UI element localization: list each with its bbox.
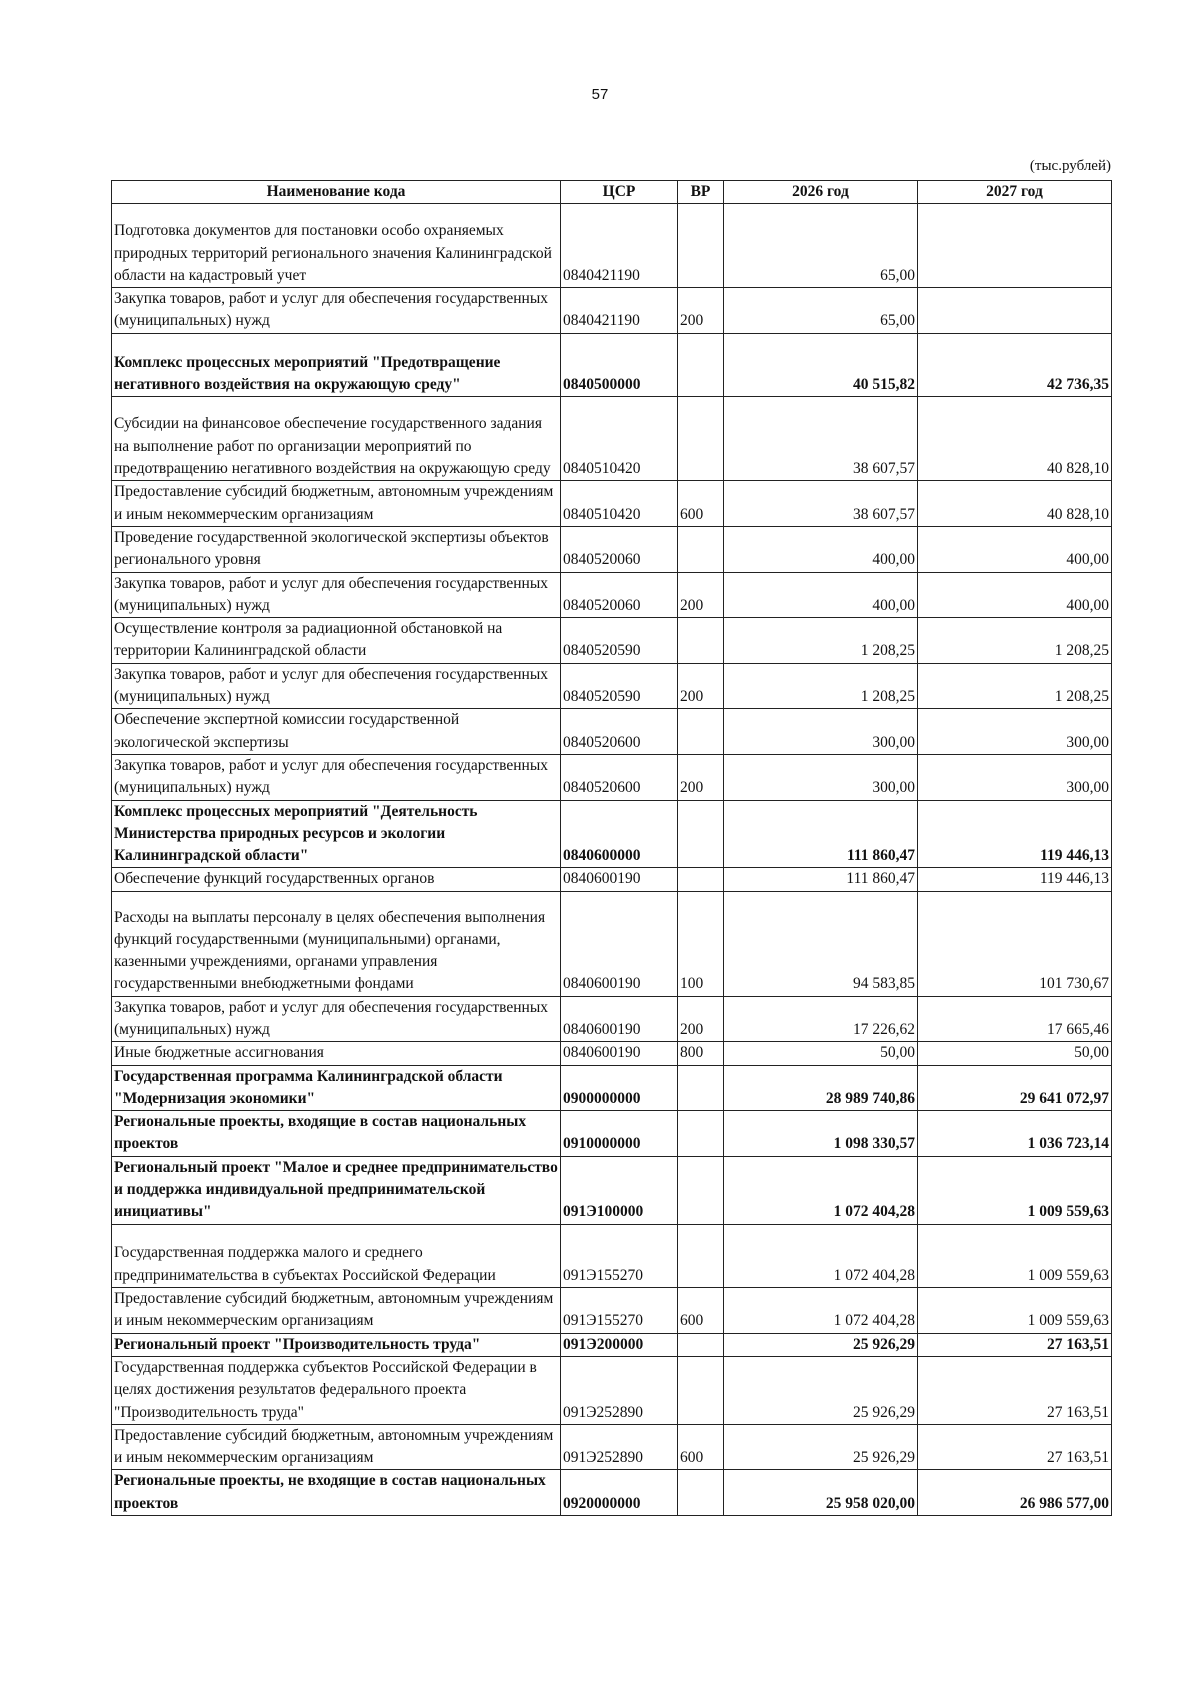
row-vr-cell	[678, 1333, 724, 1356]
row-name-cell: Государственная поддержка малого и среднего предпринимательства в субъектах Российской Федерации	[112, 1224, 561, 1287]
row-2027-cell: 101 730,67	[918, 891, 1112, 996]
row-2027-cell	[918, 288, 1112, 334]
row-csr-cell: 091Э252890	[561, 1356, 678, 1424]
row-csr-cell: 0840600000	[561, 800, 678, 868]
header-2026: 2026 год	[724, 181, 918, 204]
row-2027-cell: 27 163,51	[918, 1356, 1112, 1424]
row-name-cell: Закупка товаров, работ и услуг для обеспечения государственных (муниципальных) нужд	[112, 572, 561, 618]
row-csr-cell: 0840421190	[561, 204, 678, 288]
row-name-cell: Региональные проекты, входящие в состав национальных проектов	[112, 1111, 561, 1157]
row-name-cell: Государственная программа Калининградской области "Модернизация экономики"	[112, 1065, 561, 1111]
row-2027-cell: 1 009 559,63	[918, 1288, 1112, 1334]
row-name-cell: Предоставление субсидий бюджетным, автономным учреждениям и иным некоммерческим организациям	[112, 1288, 561, 1334]
row-2026-cell: 1 072 404,28	[724, 1224, 918, 1287]
row-vr-cell: 600	[678, 1288, 724, 1334]
table-row	[112, 1356, 1112, 1424]
row-csr-cell: 0900000000	[561, 1065, 678, 1111]
row-vr-cell: 200	[678, 663, 724, 709]
row-csr-cell: 091Э155270	[561, 1224, 678, 1287]
row-2027-cell: 1 036 723,14	[918, 1111, 1112, 1157]
row-2027-cell: 300,00	[918, 754, 1112, 800]
row-2026-cell: 300,00	[724, 709, 918, 755]
row-vr-cell	[678, 1224, 724, 1287]
row-vr-cell: 600	[678, 1424, 724, 1470]
row-csr-cell: 0840510420	[561, 397, 678, 481]
row-name-cell: Осуществление контроля за радиационной обстановкой на территории Калининградской области	[112, 618, 561, 664]
row-csr-cell: 0840421190	[561, 288, 678, 334]
row-csr-cell: 0840600190	[561, 1042, 678, 1065]
row-2026-cell: 50,00	[724, 1042, 918, 1065]
row-name-cell: Закупка товаров, работ и услуг для обеспечения государственных (муниципальных) нужд	[112, 288, 561, 334]
row-csr-cell: 091Э100000	[561, 1156, 678, 1224]
row-2027-cell	[918, 204, 1112, 288]
row-name-cell: Региональный проект "Малое и среднее предпринимательство и поддержка индивидуальной предпринимательской инициативы"	[112, 1156, 561, 1224]
row-csr-cell: 0840520600	[561, 754, 678, 800]
table-row	[112, 709, 1112, 755]
row-name-cell: Комплекс процессных мероприятий "Предотвращение негативного воздействия на окружающую среду"	[112, 333, 561, 396]
row-vr-cell: 100	[678, 891, 724, 996]
table-row	[112, 1424, 1112, 1470]
table-row	[112, 868, 1112, 891]
row-vr-cell: 200	[678, 572, 724, 618]
row-2027-cell: 27 163,51	[918, 1424, 1112, 1470]
table-row	[112, 800, 1112, 868]
row-2026-cell: 25 958 020,00	[724, 1470, 918, 1516]
row-2026-cell: 65,00	[724, 288, 918, 334]
row-name-cell: Закупка товаров, работ и услуг для обеспечения государственных (муниципальных) нужд	[112, 754, 561, 800]
row-2026-cell: 300,00	[724, 754, 918, 800]
row-2027-cell: 17 665,46	[918, 996, 1112, 1042]
row-2027-cell: 27 163,51	[918, 1333, 1112, 1356]
row-2026-cell: 25 926,29	[724, 1424, 918, 1470]
row-vr-cell	[678, 1111, 724, 1157]
row-vr-cell: 200	[678, 288, 724, 334]
row-2026-cell: 400,00	[724, 526, 918, 572]
row-name-cell: Закупка товаров, работ и услуг для обеспечения государственных (муниципальных) нужд	[112, 996, 561, 1042]
table-row	[112, 663, 1112, 709]
row-2026-cell: 25 926,29	[724, 1356, 918, 1424]
row-name-cell: Проведение государственной экологической экспертизы объектов регионального уровня	[112, 526, 561, 572]
row-vr-cell	[678, 1065, 724, 1111]
row-2027-cell: 119 446,13	[918, 868, 1112, 891]
budget-table	[111, 180, 1112, 1516]
row-csr-cell: 0840520590	[561, 663, 678, 709]
row-name-cell: Обеспечение экспертной комиссии государственной экологической экспертизы	[112, 709, 561, 755]
row-2026-cell: 38 607,57	[724, 397, 918, 481]
row-csr-cell: 0840600190	[561, 868, 678, 891]
table-row	[112, 333, 1112, 396]
row-vr-cell: 200	[678, 754, 724, 800]
row-vr-cell	[678, 204, 724, 288]
table-row	[112, 754, 1112, 800]
row-2027-cell: 26 986 577,00	[918, 1470, 1112, 1516]
row-2027-cell: 42 736,35	[918, 333, 1112, 396]
row-csr-cell: 0840520600	[561, 709, 678, 755]
row-csr-cell: 091Э155270	[561, 1288, 678, 1334]
units-label: (тыс.рублей)	[1029, 158, 1111, 174]
row-vr-cell	[678, 709, 724, 755]
row-vr-cell	[678, 1356, 724, 1424]
header-csr: ЦСР	[561, 181, 678, 204]
table-row	[112, 397, 1112, 481]
row-csr-cell: 0920000000	[561, 1470, 678, 1516]
table-row	[112, 618, 1112, 664]
table-row	[112, 1111, 1112, 1157]
table-body	[112, 204, 1112, 1516]
row-2027-cell: 300,00	[918, 709, 1112, 755]
row-vr-cell	[678, 1470, 724, 1516]
table-row	[112, 1156, 1112, 1224]
row-2026-cell: 111 860,47	[724, 800, 918, 868]
row-2026-cell: 1 072 404,28	[724, 1156, 918, 1224]
row-2027-cell: 400,00	[918, 572, 1112, 618]
row-name-cell: Региональные проекты, не входящие в состав национальных проектов	[112, 1470, 561, 1516]
header-name: Наименование кода	[112, 181, 561, 204]
row-2026-cell: 65,00	[724, 204, 918, 288]
table-row	[112, 288, 1112, 334]
table-row	[112, 526, 1112, 572]
row-vr-cell	[678, 333, 724, 396]
row-2026-cell: 38 607,57	[724, 481, 918, 527]
row-2027-cell: 40 828,10	[918, 481, 1112, 527]
row-2027-cell: 1 009 559,63	[918, 1224, 1112, 1287]
table-row	[112, 1224, 1112, 1287]
row-2026-cell: 25 926,29	[724, 1333, 918, 1356]
row-name-cell: Закупка товаров, работ и услуг для обеспечения государственных (муниципальных) нужд	[112, 663, 561, 709]
row-name-cell: Государственная поддержка субъектов Российской Федерации в целях достижения результатов федерального проекта "Производительность труда"	[112, 1356, 561, 1424]
table-header-row	[112, 181, 1112, 204]
table-row	[112, 891, 1112, 996]
row-2026-cell: 111 860,47	[724, 868, 918, 891]
row-2027-cell: 40 828,10	[918, 397, 1112, 481]
row-2026-cell: 400,00	[724, 572, 918, 618]
row-csr-cell: 0840500000	[561, 333, 678, 396]
row-2026-cell: 94 583,85	[724, 891, 918, 996]
row-vr-cell: 200	[678, 996, 724, 1042]
row-vr-cell: 600	[678, 481, 724, 527]
table-row	[112, 996, 1112, 1042]
row-name-cell: Региональный проект "Производительность труда"	[112, 1333, 561, 1356]
row-name-cell: Субсидии на финансовое обеспечение государственного задания на выполнение работ по организации мероприятий по предотвращению негативного воздействия на окружающую среду	[112, 397, 561, 481]
row-vr-cell	[678, 397, 724, 481]
row-2026-cell: 1 208,25	[724, 618, 918, 664]
table-row	[112, 1065, 1112, 1111]
row-2026-cell: 1 208,25	[724, 663, 918, 709]
row-csr-cell: 0910000000	[561, 1111, 678, 1157]
row-csr-cell: 0840520590	[561, 618, 678, 664]
row-vr-cell	[678, 618, 724, 664]
row-2027-cell: 29 641 072,97	[918, 1065, 1112, 1111]
row-vr-cell	[678, 1156, 724, 1224]
row-2027-cell: 1 208,25	[918, 663, 1112, 709]
row-csr-cell: 091Э252890	[561, 1424, 678, 1470]
table-row	[112, 1042, 1112, 1065]
row-vr-cell: 800	[678, 1042, 724, 1065]
row-name-cell: Расходы на выплаты персоналу в целях обеспечения выполнения функций государственными (муниципальными) органами, казенными учреждениями, органами управления государственными внебюджетными фондами	[112, 891, 561, 996]
row-2027-cell: 1 009 559,63	[918, 1156, 1112, 1224]
row-csr-cell: 0840520060	[561, 526, 678, 572]
table-row	[112, 1333, 1112, 1356]
row-name-cell: Иные бюджетные ассигнования	[112, 1042, 561, 1065]
table-row	[112, 1470, 1112, 1516]
row-csr-cell: 0840600190	[561, 891, 678, 996]
table-row	[112, 1288, 1112, 1334]
row-name-cell: Комплекс процессных мероприятий "Деятельность Министерства природных ресурсов и экологии Калининградской области"	[112, 800, 561, 868]
row-csr-cell: 0840510420	[561, 481, 678, 527]
row-2026-cell: 40 515,82	[724, 333, 918, 396]
header-vr: ВР	[678, 181, 724, 204]
row-csr-cell: 0840520060	[561, 572, 678, 618]
row-2027-cell: 119 446,13	[918, 800, 1112, 868]
row-name-cell: Предоставление субсидий бюджетным, автономным учреждениям и иным некоммерческим организациям	[112, 481, 561, 527]
row-vr-cell	[678, 800, 724, 868]
row-csr-cell: 091Э200000	[561, 1333, 678, 1356]
row-name-cell: Подготовка документов для постановки особо охраняемых природных территорий регионального значения Калининградской области на кадастровый учет	[112, 204, 561, 288]
row-name-cell: Обеспечение функций государственных органов	[112, 868, 561, 891]
row-vr-cell	[678, 868, 724, 891]
row-2026-cell: 28 989 740,86	[724, 1065, 918, 1111]
row-2026-cell: 1 072 404,28	[724, 1288, 918, 1334]
row-2026-cell: 1 098 330,57	[724, 1111, 918, 1157]
row-vr-cell	[678, 526, 724, 572]
row-2026-cell: 17 226,62	[724, 996, 918, 1042]
table-row	[112, 572, 1112, 618]
row-csr-cell: 0840600190	[561, 996, 678, 1042]
header-2027: 2027 год	[918, 181, 1112, 204]
row-name-cell: Предоставление субсидий бюджетным, автономным учреждениям и иным некоммерческим организациям	[112, 1424, 561, 1470]
table-row	[112, 481, 1112, 527]
page-number: 57	[591, 86, 609, 103]
row-2027-cell: 1 208,25	[918, 618, 1112, 664]
row-2027-cell: 50,00	[918, 1042, 1112, 1065]
table-row	[112, 204, 1112, 288]
row-2027-cell: 400,00	[918, 526, 1112, 572]
